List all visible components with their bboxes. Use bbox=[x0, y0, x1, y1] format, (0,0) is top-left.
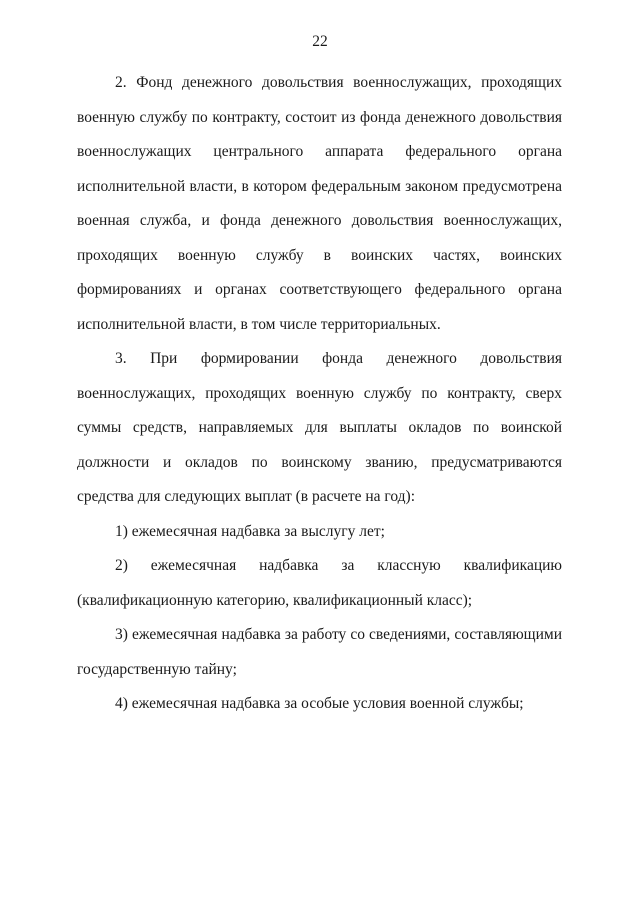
page-number: 22 bbox=[312, 33, 328, 50]
paragraph-3-fund-formation: 3. При формировании фонда денежного довольствия военнослужащих, проходящих военную службу по контракту, сверх суммы средств, направляемых для выплаты окладов по воинской должности и окладов по воинскому званию, предусматриваются средства для следующих выплат (в расчете на год): bbox=[77, 350, 562, 505]
list-item-4-special-conditions: 4) ежемесячная надбавка за особые условия военной службы; bbox=[115, 695, 524, 712]
list-item-2-class-qualification: 2) ежемесячная надбавка за классную квалификацию (квалификационную категорию, квалификационный класс); bbox=[77, 557, 562, 609]
paragraph-2-fund-composition: 2. Фонд денежного довольствия военнослужащих, проходящих военную службу по контракту, состоит из фонда денежного довольствия военнослужащих центрального аппарата федерального органа исполнительной власти, в котором федеральным законом предусмотрена военная служба, и фонда денежного довольствия военнослужащих, проходящих военную службу в воинских частях, воинских формированиях и органах соответствующего федерального органа исполнительной власти, в том числе территориальных. bbox=[77, 74, 562, 333]
list-item-1-length-of-service: 1) ежемесячная надбавка за выслугу лет; bbox=[115, 522, 385, 540]
document-body bbox=[77, 66, 562, 722]
list-item-3-state-secret: 3) ежемесячная надбавка за работу со сведениями, составляющими государственную тайну; bbox=[77, 626, 562, 678]
